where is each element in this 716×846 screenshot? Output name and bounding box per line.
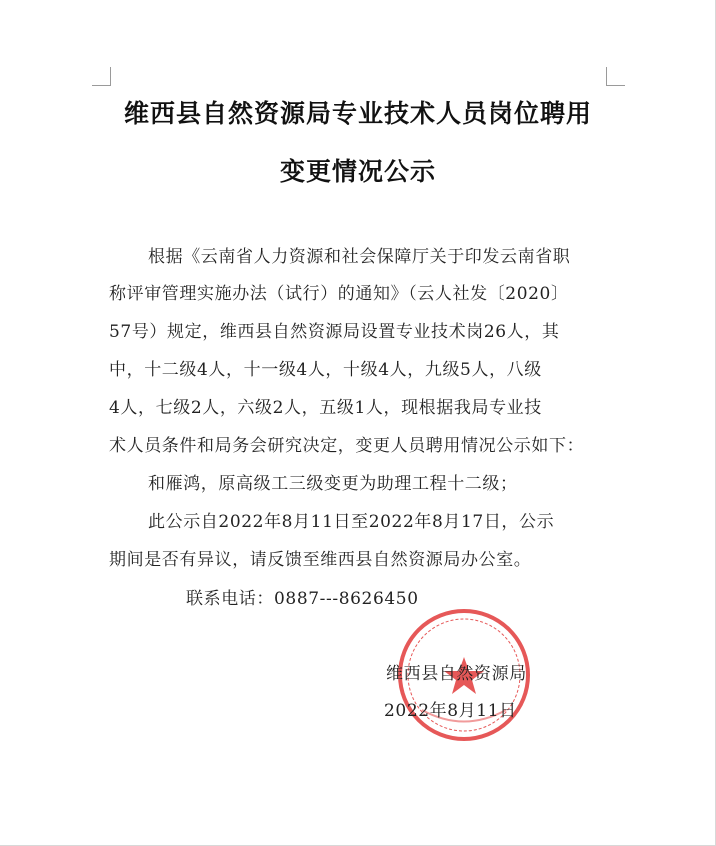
margin-corner-top-left xyxy=(92,67,111,86)
body-para2: 和雁鸿，原高级工三级变更为助理工程十二级； xyxy=(148,474,518,494)
body-para1-line-5: 4人，七级2人，六级2人，五级1人，现根据我局专业技 xyxy=(109,398,542,418)
body-para1-line-2: 称评审管理实施办法（试行）的通知》（云人社发〔2020〕 xyxy=(109,284,569,304)
body-para1-line-1: 根据《云南省人力资源和社会保障厅关于印发云南省职 xyxy=(148,247,571,267)
body-para1-line-6: 术人员条件和局务会研究决定，变更人员聘用情况公示如下： xyxy=(109,436,585,456)
body-para3-line-2: 期间是否有异议，请反馈至维西县自然资源局办公室。 xyxy=(109,550,532,570)
body-para1-line-4: 中，十二级4人，十一级4人，十级4人，九级5人，八级 xyxy=(109,360,542,380)
body-para3-line-1: 此公示自2022年8月11日至2022年8月17日，公示 xyxy=(148,512,555,532)
body-para1-line-3: 57号）规定，维西县自然资源局设置专业技术岗26人，其 xyxy=(109,322,560,342)
document-title-line-2: 变更情况公示 xyxy=(279,157,436,186)
margin-corner-top-right xyxy=(606,67,625,86)
document-title-line-1: 维西县自然资源局专业技术人员岗位聘用 xyxy=(123,99,592,128)
contact-phone: 联系电话：0887---8626450 xyxy=(186,589,419,609)
signature-organization: 维西县自然资源局 xyxy=(386,664,527,684)
signature-date: 2022年8月11日 xyxy=(384,701,517,721)
